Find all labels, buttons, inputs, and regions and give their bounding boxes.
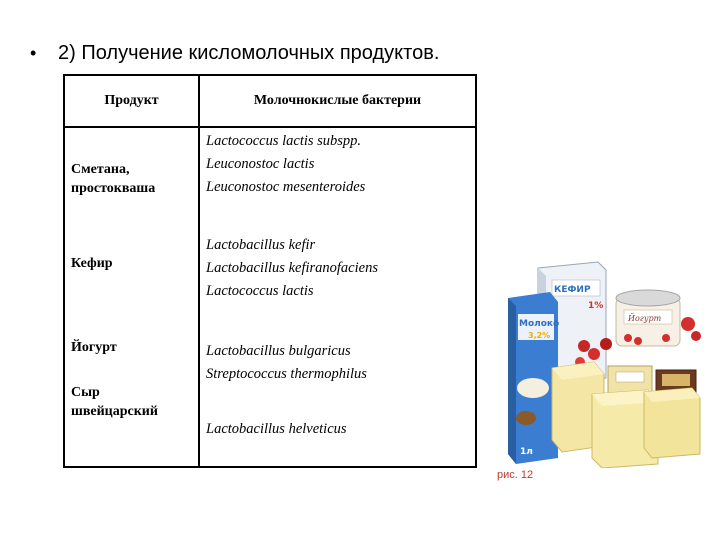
figure-caption: рис. 12 [497,469,534,481]
product-kefir [71,254,113,273]
product-yogurt [71,338,117,357]
bacteria-group-swiss-cheese [206,418,347,441]
table-row [64,127,476,467]
bacteria-name: Lactococcus lactis subspp. [206,133,362,149]
product-sour-cream [71,160,155,198]
kefir-carton-label: КЕФИР [554,285,591,295]
bacteria-group-yogurt [206,340,367,386]
yogurt-jar [616,290,680,346]
milk-carton-fat: 3,2% [528,331,551,340]
bacteria-name: Lactobacillus bulgaricus [206,343,351,359]
bullet-icon: • [30,43,37,63]
product-line: Сметана, [71,162,130,177]
bacteria-name: Streptococcus thermophilus [206,366,367,382]
table-header-row [64,75,476,127]
kefir-carton-fat: 1% [588,301,604,311]
product-line: Кефир [71,256,113,271]
bacteria-name: Lactobacillus helveticus [206,421,347,437]
product-line: простокваша [71,181,156,196]
bacteria-group-sour-cream [206,130,365,199]
bacteria-name: Leuconostoc mesenteroides [206,179,366,195]
slide-heading [30,42,439,65]
bacteria-name: Lactobacillus kefiranofaciens [206,260,378,276]
header-product: Продукт [64,75,199,127]
dairy-products-illustration [488,258,708,468]
bacteria-cell [199,127,476,467]
milk-carton-label: Молоко [519,319,560,329]
products-cell [64,127,199,467]
product-line: Йогурт [71,340,117,355]
yogurt-jar-label: Йогурт [628,314,662,323]
bacteria-name: Lactobacillus kefir [206,237,316,253]
product-line: Сыр [71,385,100,400]
milk-carton-volume: 1л [520,447,533,457]
header-bacteria: Молочнокислые бактерии [199,75,476,127]
bacteria-name: Leuconostoc lactis [206,156,315,172]
bacteria-table [63,74,477,468]
slide-heading-text: 2) Получение кисломолочных продуктов. [58,42,440,64]
product-line: швейцарский [71,404,158,419]
bacteria-group-kefir [206,234,378,303]
product-swiss-cheese [71,383,158,421]
bacteria-name: Lactococcus lactis [206,283,314,299]
